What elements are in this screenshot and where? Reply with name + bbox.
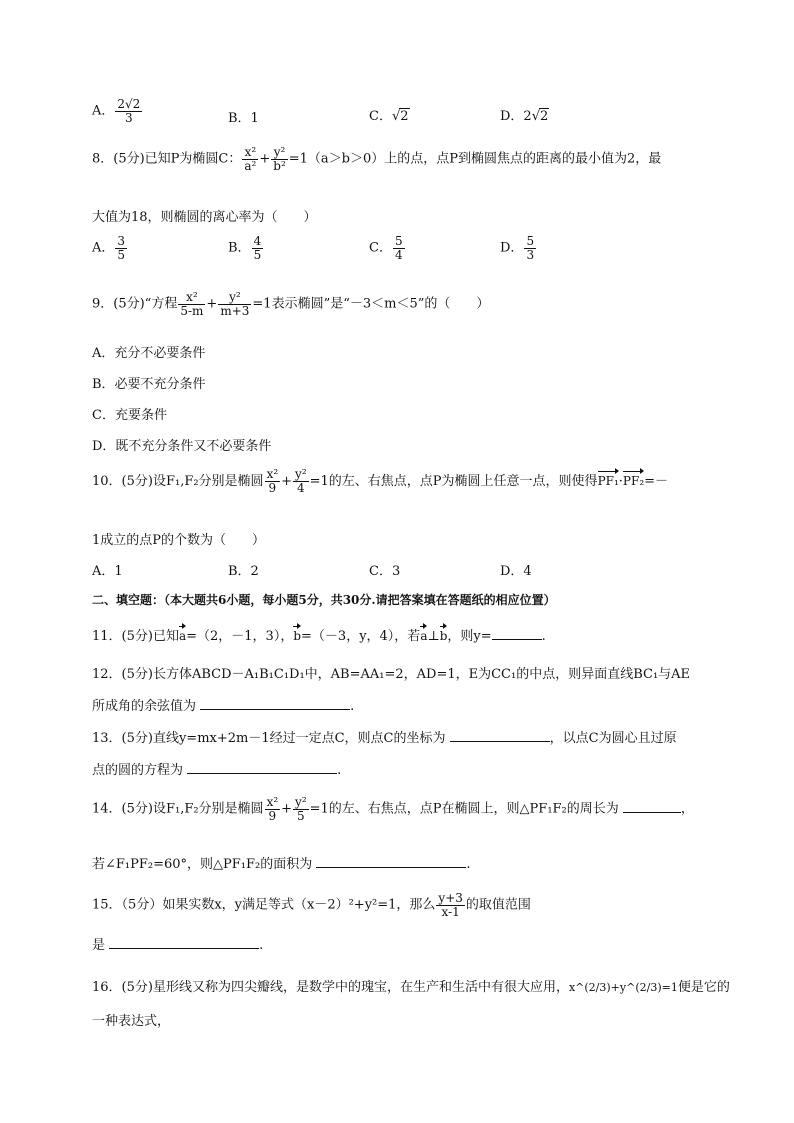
q15-stem: 15．（5分）如果实数x，y满足等式（x－2）²+y²=1，那么 $\frac{y+3}{x-1}$ 的取值范围 xyxy=(92,891,531,919)
astroid-formula: x^(2/3)+y^(2/3)=1 xyxy=(568,981,678,994)
q15-answer-blank[interactable] xyxy=(109,936,259,949)
q8-option-b: B． $\frac{4}{5}$ xyxy=(228,234,262,262)
q7-option-d: D．2√2 xyxy=(500,109,549,124)
q8-stem-line2: 大值为18，则椭圆的离心率为（ ） xyxy=(92,210,317,225)
q14-answer-blank-2[interactable] xyxy=(316,855,466,868)
q8-stem: 8．(5分)已知P为椭圆C： $\frac{\text{x²}}{\text{a²}}$ + $\frac{\text{y²}}{\text{b²}}$ =1（a＞b＞0）上的点，点P到椭圆焦点的距离的最小值为2，最 xyxy=(92,145,662,173)
q10-stem-line2: 1成立的点P的个数为（ ） xyxy=(92,533,266,548)
q8-option-a: A． $\frac{3}{5}$ xyxy=(92,234,126,262)
q11-stem: 11．(5分)已知a=（2，－1，3），b=（－3，y，4），若a⊥b，则y= . xyxy=(92,623,546,644)
section-2-header: 二、填空题：（本大题共6小题，每小题5分，共30分.请把答案填在答题纸的相应位置） xyxy=(92,593,556,607)
q8-option-c: C． $\frac{5}{4}$ xyxy=(369,234,403,262)
q16-stem: 16．(5分)星形线又称为四尖瓣线，是数学中的瑰宝，在生产和生活中有很大应用，x^(2/3)+y^(2/3)=1便是它的 xyxy=(92,980,730,995)
q9-option-d: D．既不充分条件又不必要条件 xyxy=(92,439,272,454)
q7-option-b: B．1 xyxy=(228,111,259,126)
q9-option-b: B．必要不充分条件 xyxy=(92,377,206,392)
q7-option-a-label: A． xyxy=(92,103,115,119)
q13-stem-line2: 点的圆的方程为 . xyxy=(92,763,342,778)
q12-answer-blank[interactable] xyxy=(200,697,350,710)
q10-option-d: D．4 xyxy=(500,564,532,579)
q14-answer-blank-1[interactable] xyxy=(623,800,681,813)
q10-option-a: A．1 xyxy=(92,564,123,579)
q13-answer-blank-2[interactable] xyxy=(187,761,337,774)
q14-stem: 14．(5分)设F₁,F₂分别是椭圆 $\frac{\text{x²}}{9}$ + $\frac{\text{y²}}{5}$ =1的左、右焦点，点P在椭圆上，则△PF₁F₂的周长为 ， xyxy=(92,795,694,823)
vector-pf1: PF₁ xyxy=(598,468,619,488)
q10-option-c: C．3 xyxy=(369,564,401,579)
q7-options xyxy=(92,98,143,124)
q15-stem-line2: 是 . xyxy=(92,938,264,953)
q9-option-a: A．充分不必要条件 xyxy=(92,346,206,361)
q13-answer-blank-1[interactable] xyxy=(450,729,550,742)
q10-option-b: B．2 xyxy=(228,564,259,579)
q12-stem-line2: 所成角的余弦值为 . xyxy=(92,699,355,714)
q13-stem: 13．(5分)直线y=mx+2m－1经过一定点C，则点C的坐标为 ，以点C为圆心且过原 xyxy=(92,731,677,746)
q8-option-d: D． $\frac{5}{3}$ xyxy=(500,234,535,262)
vector-pf2: PF₂ xyxy=(623,468,644,488)
q11-answer-blank[interactable] xyxy=(492,627,542,640)
q16-stem-line2: 一种表达式， xyxy=(92,1014,171,1029)
q14-stem-line2: 若∠F₁PF₂=60°，则△PF₁F₂的面积为 . xyxy=(92,857,471,872)
q7-option-c: C．√2 xyxy=(369,109,409,124)
q7-option-a-fraction: $\frac{2√2}{3}$ xyxy=(117,97,141,125)
q12-stem: 12．(5分)长方体ABCD－A₁B₁C₁D₁中，AB=AA₁=2，AD=1，E为CC₁的中点，则异面直线BC₁与AE xyxy=(92,667,691,682)
q10-stem: 10．(5分)设F₁,F₂分别是椭圆 $\frac{\text{x²}}{9}$ + $\frac{\text{y²}}{4}$ =1的左、右焦点，点P为椭圆上任意一点，则使得PF₁·PF₂=－ xyxy=(92,467,669,495)
q9-option-c: C．充要条件 xyxy=(92,408,167,423)
q9-stem: 9．(5分)“方程 $\frac{\text{x²}}{5-m}$ + $\frac{\text{y²}}{m+3}$ =1表示椭圆”是“－3＜m＜5”的（ ） xyxy=(92,290,490,318)
